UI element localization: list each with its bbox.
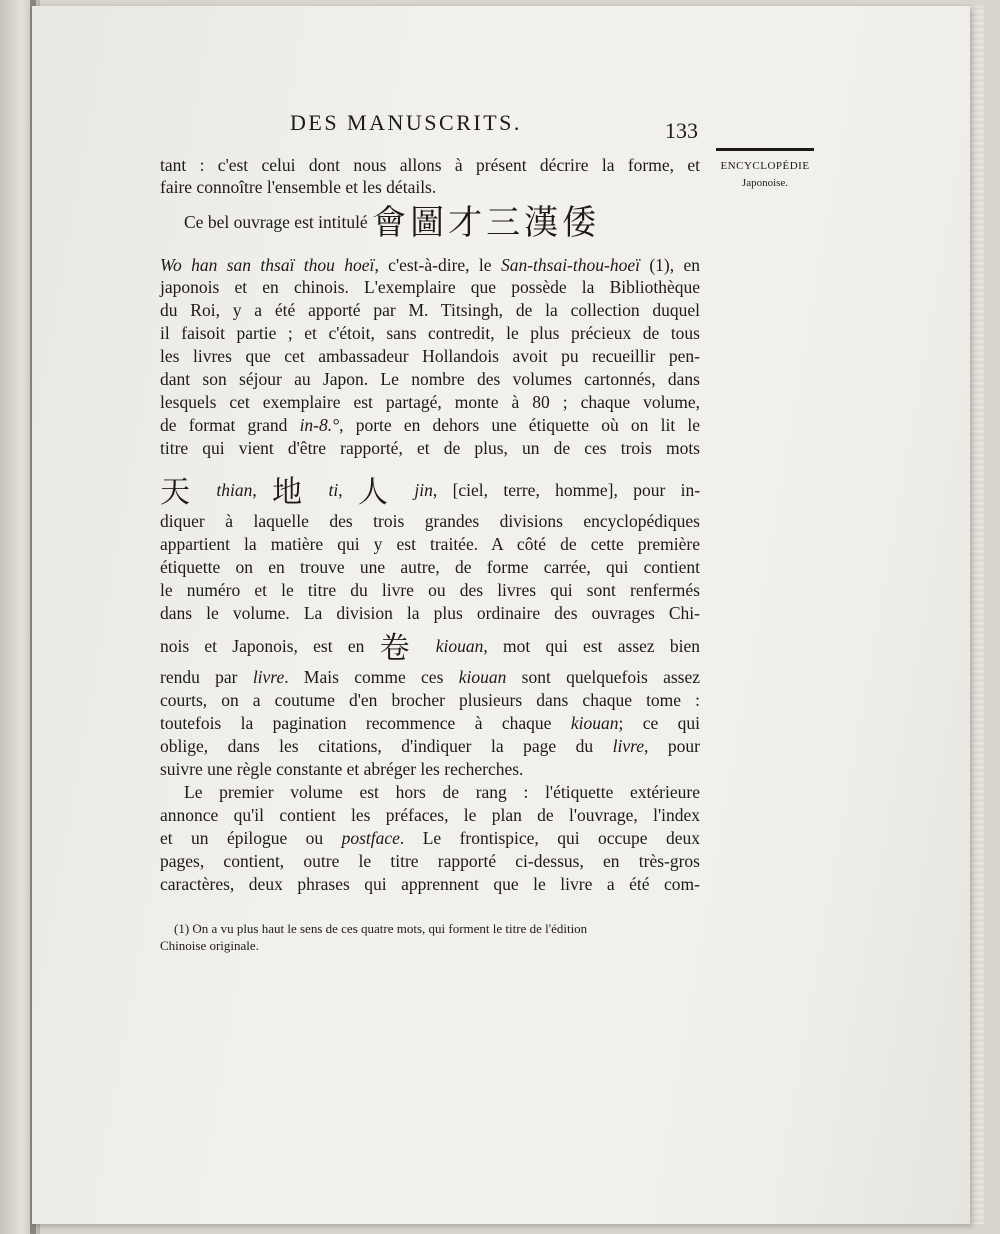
text-line: titre qui vient d'être rapporté, et de plus, un de ces trois mots xyxy=(160,438,700,458)
format-italic: in-8.° xyxy=(299,415,340,435)
text-line: diquer à laquelle des trois grandes divisions encyclopédiques xyxy=(160,511,700,531)
text-line xyxy=(160,827,700,849)
italic-word: livre xyxy=(612,736,645,756)
text-line: annonce qu'il contient les préfaces, le plan de l'ouvrage, l'index xyxy=(160,805,700,825)
text-line: caractères, deux phrases qui apprennent que le livre a été com- xyxy=(160,874,700,894)
text-line: courts, on a coutume d'en brocher plusieurs dans chaque tome : xyxy=(160,690,700,710)
text-span: de format grand xyxy=(160,415,300,435)
text-line xyxy=(160,254,700,276)
footnote-line: (1) On a vu plus haut le sens de ces quatre mots, qui forment le titre de l'édition xyxy=(174,921,588,936)
text-span: sont quelquefois assez xyxy=(506,667,700,687)
text-line: il faisoit partie ; et c'étoit, sans contredit, le plus précieux de tous xyxy=(160,323,700,343)
text-span: oblige, dans les citations, d'indiquer la page du xyxy=(160,736,613,756)
text-line: Le premier volume est hors de rang : l'étiquette extérieure xyxy=(184,782,700,802)
cjk-kiouan: 卷 xyxy=(379,631,421,666)
text-line: étiquette on en trouve une autre, de forme carrée, qui contient xyxy=(160,557,700,577)
text-line xyxy=(160,735,700,757)
text-line xyxy=(160,712,700,734)
text-span: , [ciel, terre, homme], pour in- xyxy=(432,480,701,500)
text-line: lesquels cet exemplaire est partagé, monte à 80 ; chaque volume, xyxy=(160,392,700,412)
text-line xyxy=(160,414,700,436)
page-number: 133 xyxy=(665,118,698,143)
text-line: suivre une règle constante et abréger les recherches. xyxy=(160,759,524,779)
romanized-word: jin xyxy=(414,480,433,500)
text-line-title xyxy=(184,203,601,243)
italic-word: livre xyxy=(252,667,285,687)
text-span: . Le frontispice, qui occupe deux xyxy=(399,828,700,848)
text-span: rendu par xyxy=(160,667,253,687)
text-span: , pour xyxy=(644,736,700,756)
text-line: le numéro et le titre du livre ou des livres qui sont renfermés xyxy=(160,580,700,600)
romanized-word: kiouan xyxy=(435,636,484,656)
margin-note-title: ENCYCLOPÉDIE xyxy=(720,160,810,172)
text-line: les livres que cet ambassadeur Hollandois avoit pu recueillir pen- xyxy=(160,346,700,366)
text-span: nois et Japonois, est en xyxy=(160,636,365,656)
italic-word: kiouan xyxy=(570,713,619,733)
footnote-line-2: Chinoise originale. xyxy=(160,938,259,953)
margin-rule xyxy=(716,148,814,151)
text-line: dant son séjour au Japon. Le nombre des volumes cartonnés, dans xyxy=(160,369,700,389)
text-span: Ce bel ouvrage est intitulé xyxy=(184,212,368,232)
romanized-word: ti xyxy=(328,480,339,500)
text-span: , c'est-à-dire, le xyxy=(374,255,501,275)
text-span: toutefois la pagination recommence à chaque xyxy=(160,713,571,733)
text-span: (1), en xyxy=(639,255,700,275)
cjk-earth: 地 xyxy=(272,475,314,510)
text-span: et un épilogue ou xyxy=(160,828,342,848)
text-span: , mot qui est assez bien xyxy=(483,636,701,656)
text-line: dans le volume. La division la plus ordinaire des ouvrages Chi- xyxy=(160,603,700,623)
text-span: , porte en dehors une étiquette où on lit le xyxy=(339,415,700,435)
margin-note-subtitle: Japonoise. xyxy=(741,177,789,189)
text-line xyxy=(160,666,700,688)
text-line: du Roi, y a été apporté par M. Titsingh, de la collection duquel xyxy=(160,300,700,320)
footnote xyxy=(160,920,700,938)
cjk-man: 人 xyxy=(357,475,399,510)
cjk-heaven: 天 xyxy=(160,475,201,510)
italic-word: kiouan xyxy=(458,667,507,687)
text-line: pages, contient, outre le titre rapporté ci-dessus, en très-gros xyxy=(160,851,700,871)
text-line: appartient la matière qui y est traitée. A côté de cette première xyxy=(160,534,700,554)
text-line: tant : c'est celui dont nous allons à présent décrire la forme, et xyxy=(160,155,700,175)
text-span: . Mais comme ces xyxy=(284,667,459,687)
cjk-title: 會圖才三漢倭 xyxy=(372,203,601,243)
italic-word: postface xyxy=(341,828,400,848)
romanized-title: Wo han san thsaï thou hoeï xyxy=(160,255,375,275)
text-span: ; ce qui xyxy=(618,713,700,733)
romanized-word: thian xyxy=(216,480,253,500)
text-line: japonois et en chinois. L'exemplaire que possède la Bibliothèque xyxy=(160,277,700,297)
text-line-kiouan xyxy=(160,631,701,666)
text-line-cjk-words: 天 thian, 地 ti, 人 jin, [ciel, terre, homme], pour in- xyxy=(160,475,701,510)
text-line: faire connoître l'ensemble et les détails. xyxy=(160,177,437,197)
romanized-title-2: San-thsai-thou-hoeï xyxy=(500,255,640,275)
running-head: DES MANUSCRITS. xyxy=(290,110,522,135)
margin-note xyxy=(716,158,814,192)
